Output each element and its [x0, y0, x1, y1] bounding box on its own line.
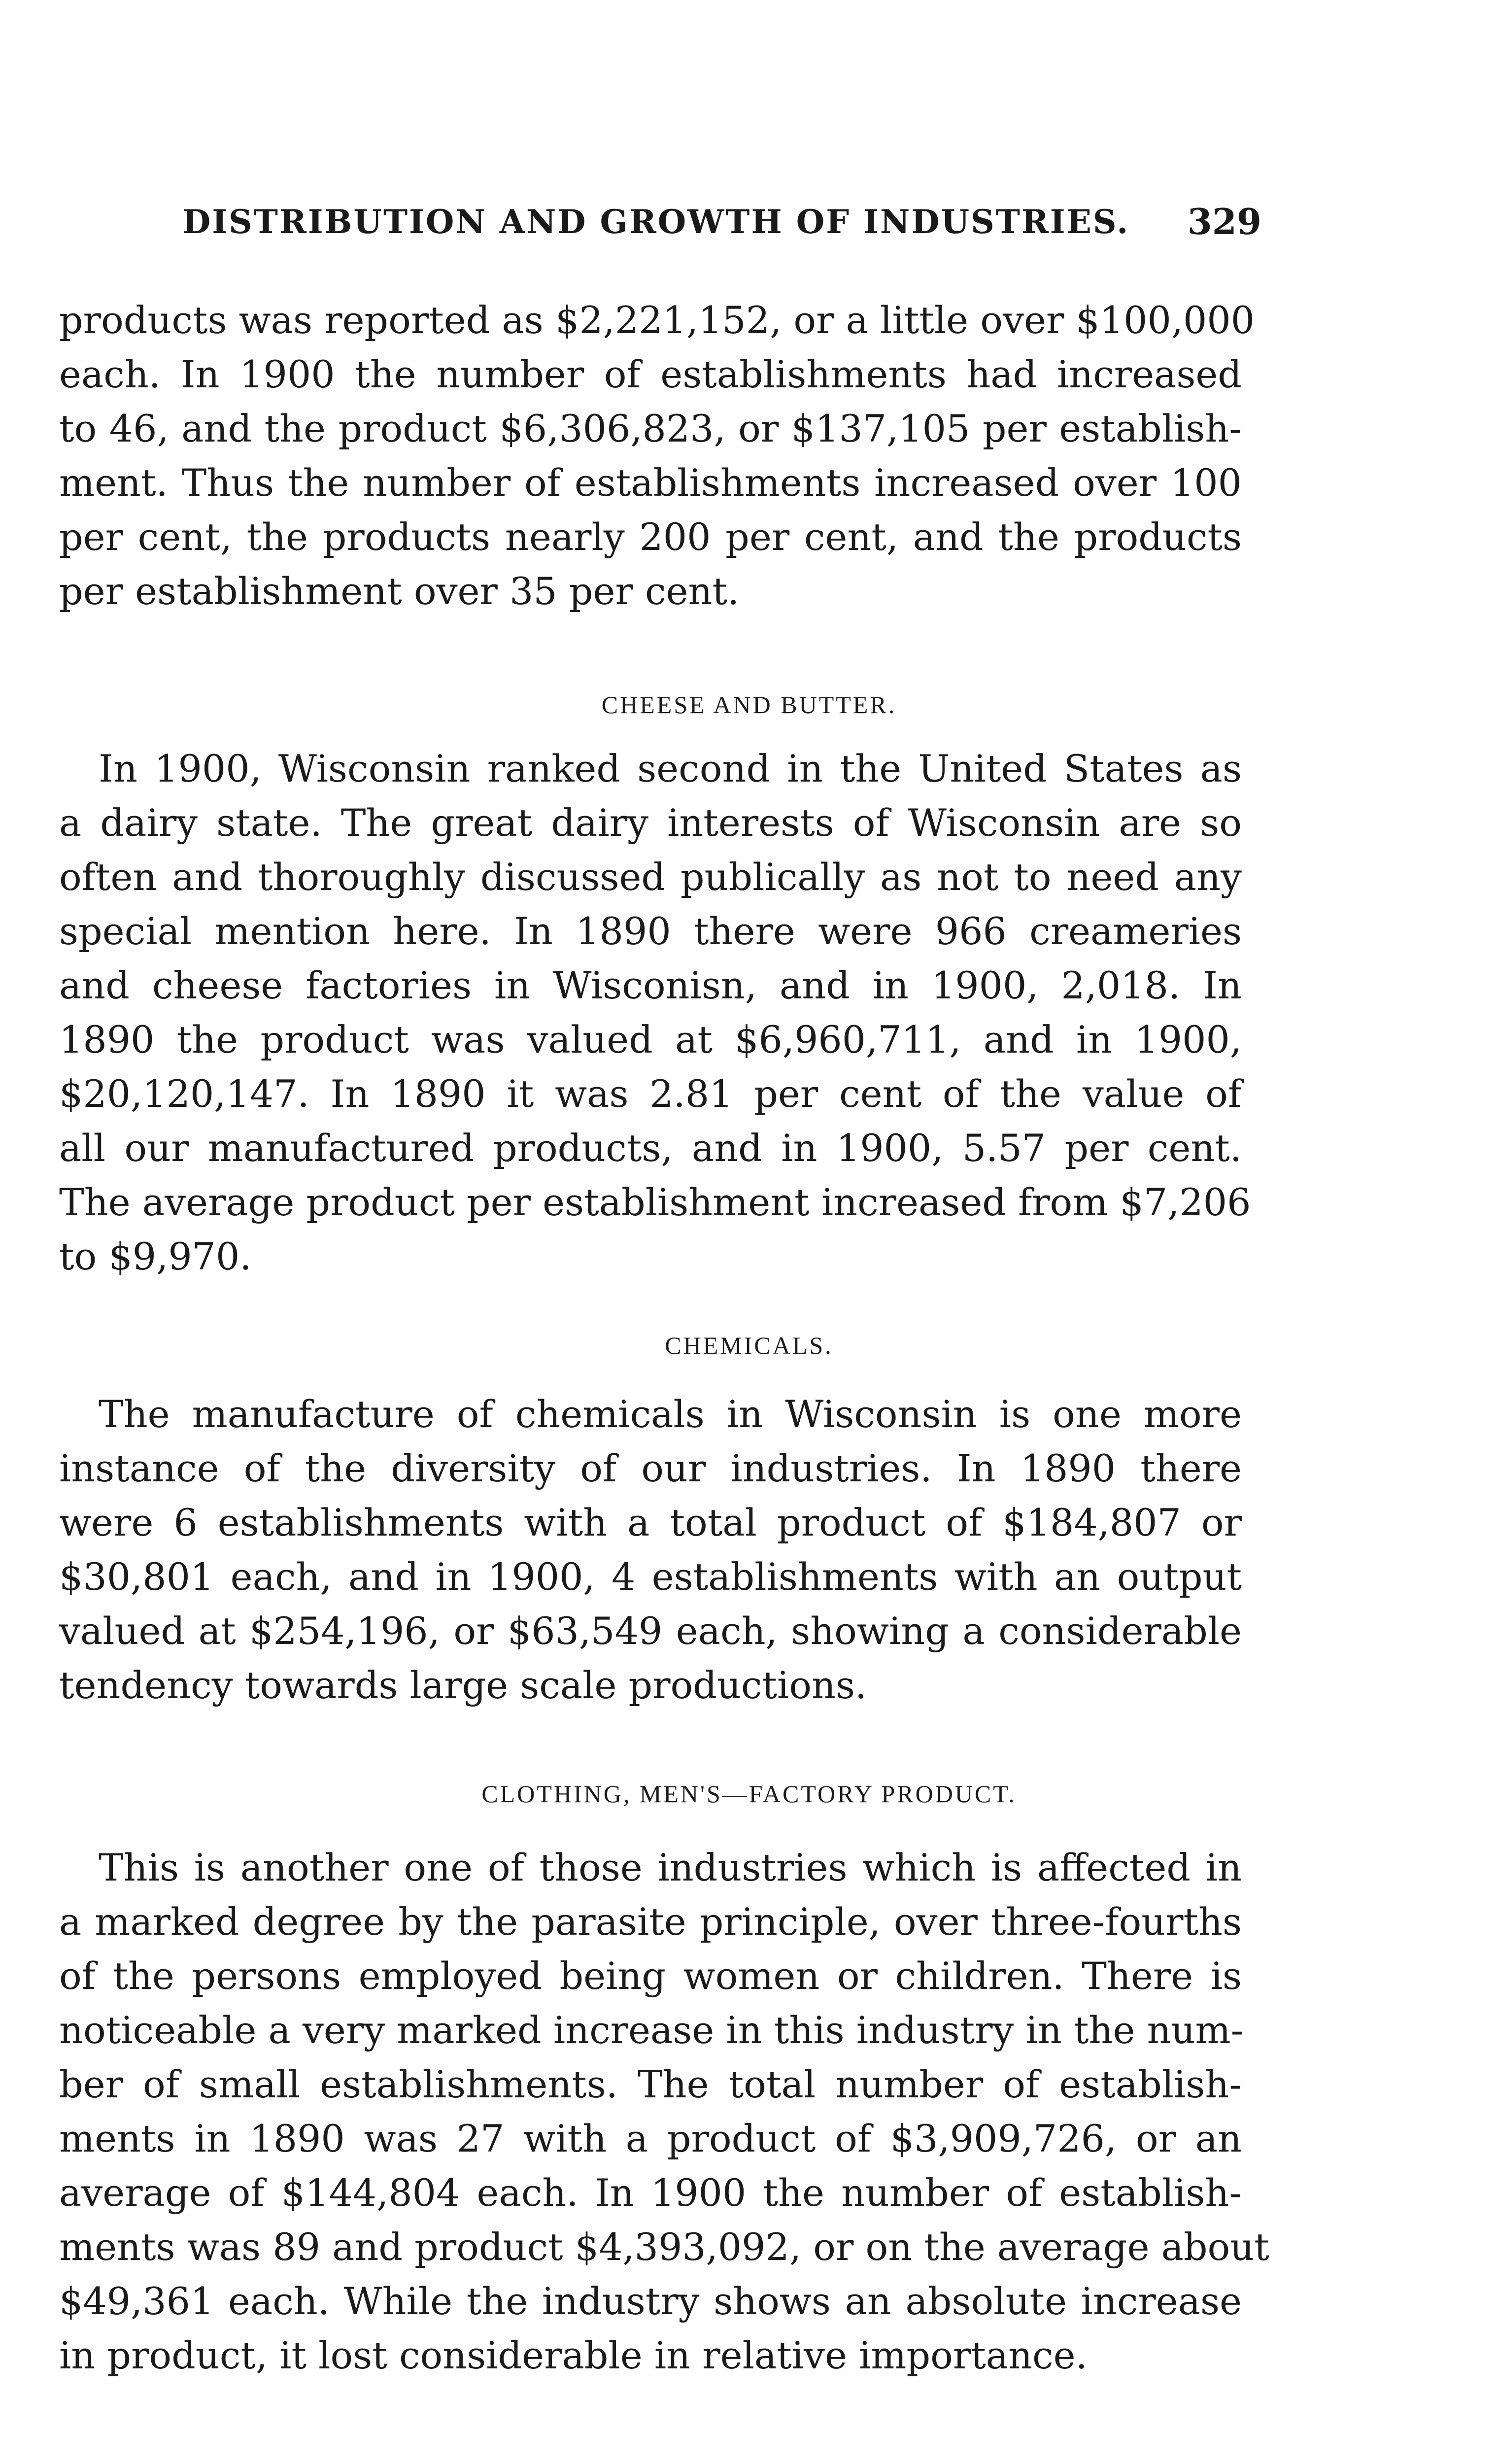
text-line: noticeable a very marked increase in this industry in the num- [59, 2008, 1244, 2052]
text-line: per cent, the products nearly 200 per cent, and the products [59, 515, 1242, 559]
text-line: often and thoroughly discussed publically as not to need any [59, 855, 1242, 899]
section-heading-clothing: CLOTHING, MEN'S—FACTORY PRODUCT. [481, 1780, 1017, 1808]
text-line: ments in 1890 was 27 with a product of $3,909,726, or an [59, 2117, 1242, 2160]
text-line: to 46, and the product $6,306,823, or $137,105 per establish- [59, 407, 1242, 450]
text-line: were 6 establishments with a total product of $184,807 or [59, 1501, 1242, 1544]
running-head-title: DISTRIBUTION AND GROWTH OF INDUSTRIES. [182, 203, 1130, 241]
text-line: In 1900, Wisconsin ranked second in the United States as [99, 747, 1242, 790]
text-line: ments was 89 and product $4,393,092, or on the average about [59, 2225, 1269, 2269]
text-line: and cheese factories in Wisconisn, and in 1900, 2,018. In [59, 963, 1242, 1007]
text-line: $30,801 each, and in 1900, 4 establishments with an output [59, 1555, 1242, 1599]
text-line: ment. Thus the number of establishments increased over 100 [59, 461, 1242, 505]
text-line: products was reported as $2,221,152, or a little over $100,000 [59, 298, 1255, 342]
text-line: of the persons employed being women or children. There is [59, 1954, 1242, 1998]
text-line: $20,120,147. In 1890 it was 2.81 per cent of the value of [59, 1072, 1242, 1116]
text-line: all our manufactured products, and in 1900, 5.57 per cent. [59, 1126, 1242, 1170]
text-line: a marked degree by the parasite principle, over three-fourths [59, 1900, 1242, 1944]
text-line: This is another one of those industries which is affected in [99, 1846, 1242, 1889]
text-line: The average product per establishment increased from $7,206 [59, 1180, 1251, 1224]
text-line: ber of small establishments. The total number of establish- [59, 2062, 1242, 2106]
text-line: The manufacture of chemicals in Wisconsin is one more [99, 1392, 1242, 1436]
text-line: to $9,970. [59, 1234, 252, 1278]
text-line: in product, it lost considerable in relative importance. [59, 2333, 1088, 2377]
page-number: 329 [1187, 201, 1261, 242]
text-line: a dairy state. The great dairy interests of Wisconsin are so [59, 801, 1242, 845]
text-line: 1890 the product was valued at $6,960,711, and in 1900, [59, 1018, 1242, 1061]
text-line: $49,361 each. While the industry shows an absolute increase [59, 2279, 1242, 2323]
text-line: tendency towards large scale productions. [59, 1663, 867, 1707]
text-line: per establishment over 35 per cent. [59, 569, 740, 613]
section-heading-chemicals: CHEMICALS. [665, 1332, 833, 1359]
section-heading-cheese: CHEESE AND BUTTER. [601, 691, 897, 719]
text-line: valued at $254,196, or $63,549 each, showing a considerable [59, 1609, 1242, 1653]
text-line: instance of the diversity of our industries. In 1890 there [59, 1446, 1242, 1490]
text-line: special mention here. In 1890 there were 966 creameries [59, 909, 1242, 953]
text-line: average of $144,804 each. In 1900 the number of establish- [59, 2171, 1242, 2215]
text-line: each. In 1900 the number of establishments had increased [59, 352, 1242, 396]
